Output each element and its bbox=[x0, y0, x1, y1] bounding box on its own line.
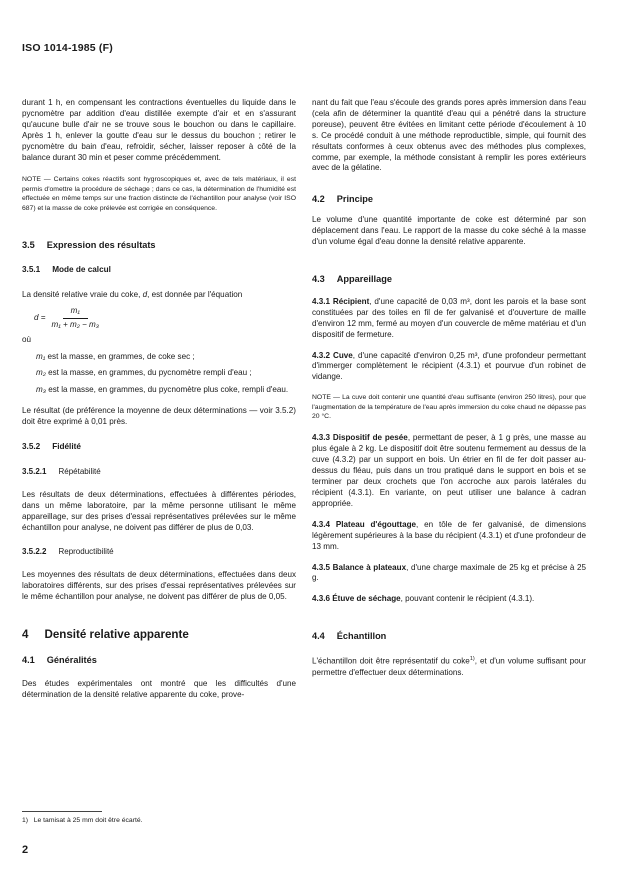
section-heading-3-5-2-2: 3.5.2.2 Reproductibilité bbox=[22, 547, 114, 557]
right-column bbox=[312, 98, 586, 679]
section-heading-4-2: 4.2 Principe bbox=[312, 194, 374, 205]
note-hygroscopic: NOTE — Certains cokes réactifs sont hygroscopiques et, avec de tels matériaux, il est permis d'omettre la procédure de séchage ; dans ce cas, la détermination de l'humidité est effectuée en même temps sur une fraction distincte de l'échantillon pour analyse (voir ISO 687) et la masse de coke prélevée est corrigée en conséquence. bbox=[22, 176, 296, 212]
apparatus-4-3-3: 4.3.3 Dispositif de pesée, permettant de peser, à 1 g près, une masse au plus égale à 2 kg. Le dispositif doit être soutenu fermement au dessus de la cuve (4.3.2) par un support en bois. Un étrier en fil de fer doit passer au-dessus du fléau, puis dans un trou pratiqué dans le support en bois et se terminer par deux crochets que l'on accroche aux parois latérales du récipient (4.3.1). En variante, on peut utiliser une balance à cadran appropriée. bbox=[312, 433, 587, 508]
footnote-text: Le tamisat à 25 mm doit être écarté. bbox=[33, 817, 143, 824]
paragraph-repeatability: Les résultats de deux déterminations, effectuées à différentes périodes, dans un même laboratoire, par la même personne utilisant le même appareillage, sur des prises d'essai représentatives prélevées sur le même échantillon pour analyse, ne doivent pas différer de plus de 0,03. bbox=[22, 489, 296, 532]
section-heading-4: 4 Densité relative apparente bbox=[22, 628, 189, 642]
apparatus-4-3-2: 4.3.2 Cuve, d'une capacité d'environ 0,25 m³, d'une profondeur permettant d'immerger complètement le récipient (4.3.1) et pourvue d'un robinet de vidange. bbox=[312, 350, 587, 382]
paragraph-principle: Le volume d'une quantité importante de coke est déterminé par son déplacement dans l'eau. Le rapport de la masse du coke séché à la masse d'un volume égal d'eau donne la densité relative apparente. bbox=[312, 215, 586, 247]
paragraph-continuation: nant du fait que l'eau s'écoule des grands pores après immersion dans l'eau (cela afin de déterminer la quantité d'eau qui a pénétré dans la structure poreuse), peuvent être évitées en limitant cette période d'écoulement à 10 s. Ce procédé conduit à une méthode reproductible, simple, qui fournit des résultats conformes à ceux obtenus avec des méthodes plus complexes, comme, par exemple, la méthode consistant à remplir les pores extérieurs avec de la gélatine. bbox=[312, 98, 586, 173]
paragraph-intro: durant 1 h, en compensant les contractions éventuelles du liquide dans le pycnomètre par addition d'eau distillée exempte d'air et en s'assurant qu'aucune bulle d'air ne se trouve sous le bouchon ou dans le capillaire. Après 1 h, enlever la goutte d'eau sur le dessus du bouchon ; retirer le pycnomètre du bain d'eau, refroidir, sécher, laisser reposer à côté de la balance durant 30 min et peser comme précédemment. bbox=[22, 98, 296, 162]
apparatus-4-3-4: 4.3.4 Plateau d'égouttage, en tôle de fer galvanisé, de dimensions légèrement supérieures à la base du récipient (4.3.1) et d'une profondeur de 13 mm. bbox=[312, 519, 586, 551]
left-column bbox=[22, 98, 296, 701]
section-heading-3-5-2-1: 3.5.2.1 Répétabilité bbox=[22, 466, 101, 476]
definition-m3: m₃ est la masse, en grammes, du pycnomètre plus coke, rempli d'eau. bbox=[36, 385, 289, 395]
where-label: où bbox=[22, 334, 32, 344]
section-heading-4-1: 4.1 Généralités bbox=[22, 655, 97, 665]
section-heading-4-4: 4.4 Échantillon bbox=[312, 631, 387, 642]
section-heading-3-5: 3.5 Expression des résultats bbox=[22, 240, 156, 251]
apparatus-4-3-5: 4.3.5 Balance à plateaux, d'une charge maximale de 25 kg et précise à 25 g. bbox=[312, 562, 586, 583]
note-tank: NOTE — La cuve doit contenir une quantité d'eau suffisante (environ 250 litres), pour que l'augmentation de la température de l'eau après immersion du coke chaud ne dépasse pas 20 °C. bbox=[312, 394, 586, 421]
apparatus-4-3-6: 4.3.6 Étuve de séchage, pouvant contenir le récipient (4.3.1). bbox=[312, 594, 535, 604]
document-header: ISO 1014-1985 (F) bbox=[22, 42, 113, 54]
paragraph-result: Le résultat (de préférence la moyenne de deux déterminations — voir 3.5.2) doit être exprimé à 0,01 près. bbox=[22, 406, 296, 427]
paragraph-sample: L'échantillon doit être représentatif du coke$^{1)}$, et d'un volume suffisant pour permettre d'effectuer deux déterminations. bbox=[312, 656, 587, 677]
definition-list bbox=[36, 352, 296, 397]
equation-fraction bbox=[51, 306, 99, 331]
footnote bbox=[22, 817, 143, 824]
equation bbox=[34, 306, 296, 331]
definition-m1: m₁ est la masse, en grammes, de coke sec ; bbox=[36, 351, 195, 361]
paragraph-generalities: Des études expérimentales ont montré que les difficultés d'une détermination de la densité relative apparente du coke, prove- bbox=[22, 678, 296, 699]
paragraph-reproducibility: Les moyennes des résultats de deux déterminations, effectuées dans deux laboratoires différents, sur des prises d'essai représentatives prélevées sur le même échantillon pour analyse, ne doivent pas différer de plus de 0,05. bbox=[22, 570, 296, 602]
equation-lhs: d = bbox=[34, 312, 46, 322]
page-number: 2 bbox=[22, 844, 29, 856]
definition-m2: m₂ est la masse, en grammes, du pycnomètre rempli d'eau ; bbox=[36, 368, 252, 378]
footnote-ref[interactable]: 1) bbox=[469, 656, 475, 663]
section-heading-3-5-2: 3.5.2 Fidélité bbox=[22, 442, 81, 452]
equation-numerator: m₁ bbox=[63, 306, 88, 319]
equation-denominator: m₁ + m₂ − m₃ bbox=[51, 319, 100, 329]
section-heading-3-5-1: 3.5.1 Mode de calcul bbox=[22, 264, 111, 274]
footnote-divider bbox=[22, 811, 102, 812]
apparatus-4-3-1: 4.3.1 Récipient, d'une capacité de 0,03 m³, dont les parois et la base sont constituées par des toiles en fil de fer galvanisé et d'ouverture de maille d'environ 12 mm, fermé au moyen d'un couvercle de même matériau et d'un dispositif de fermeture. bbox=[312, 296, 586, 339]
section-heading-4-3: 4.3 Appareillage bbox=[312, 273, 392, 284]
paragraph-calc: La densité relative vraie du coke, d, est donnée par l'équation bbox=[22, 289, 243, 299]
footnote-mark: 1) bbox=[22, 817, 29, 824]
